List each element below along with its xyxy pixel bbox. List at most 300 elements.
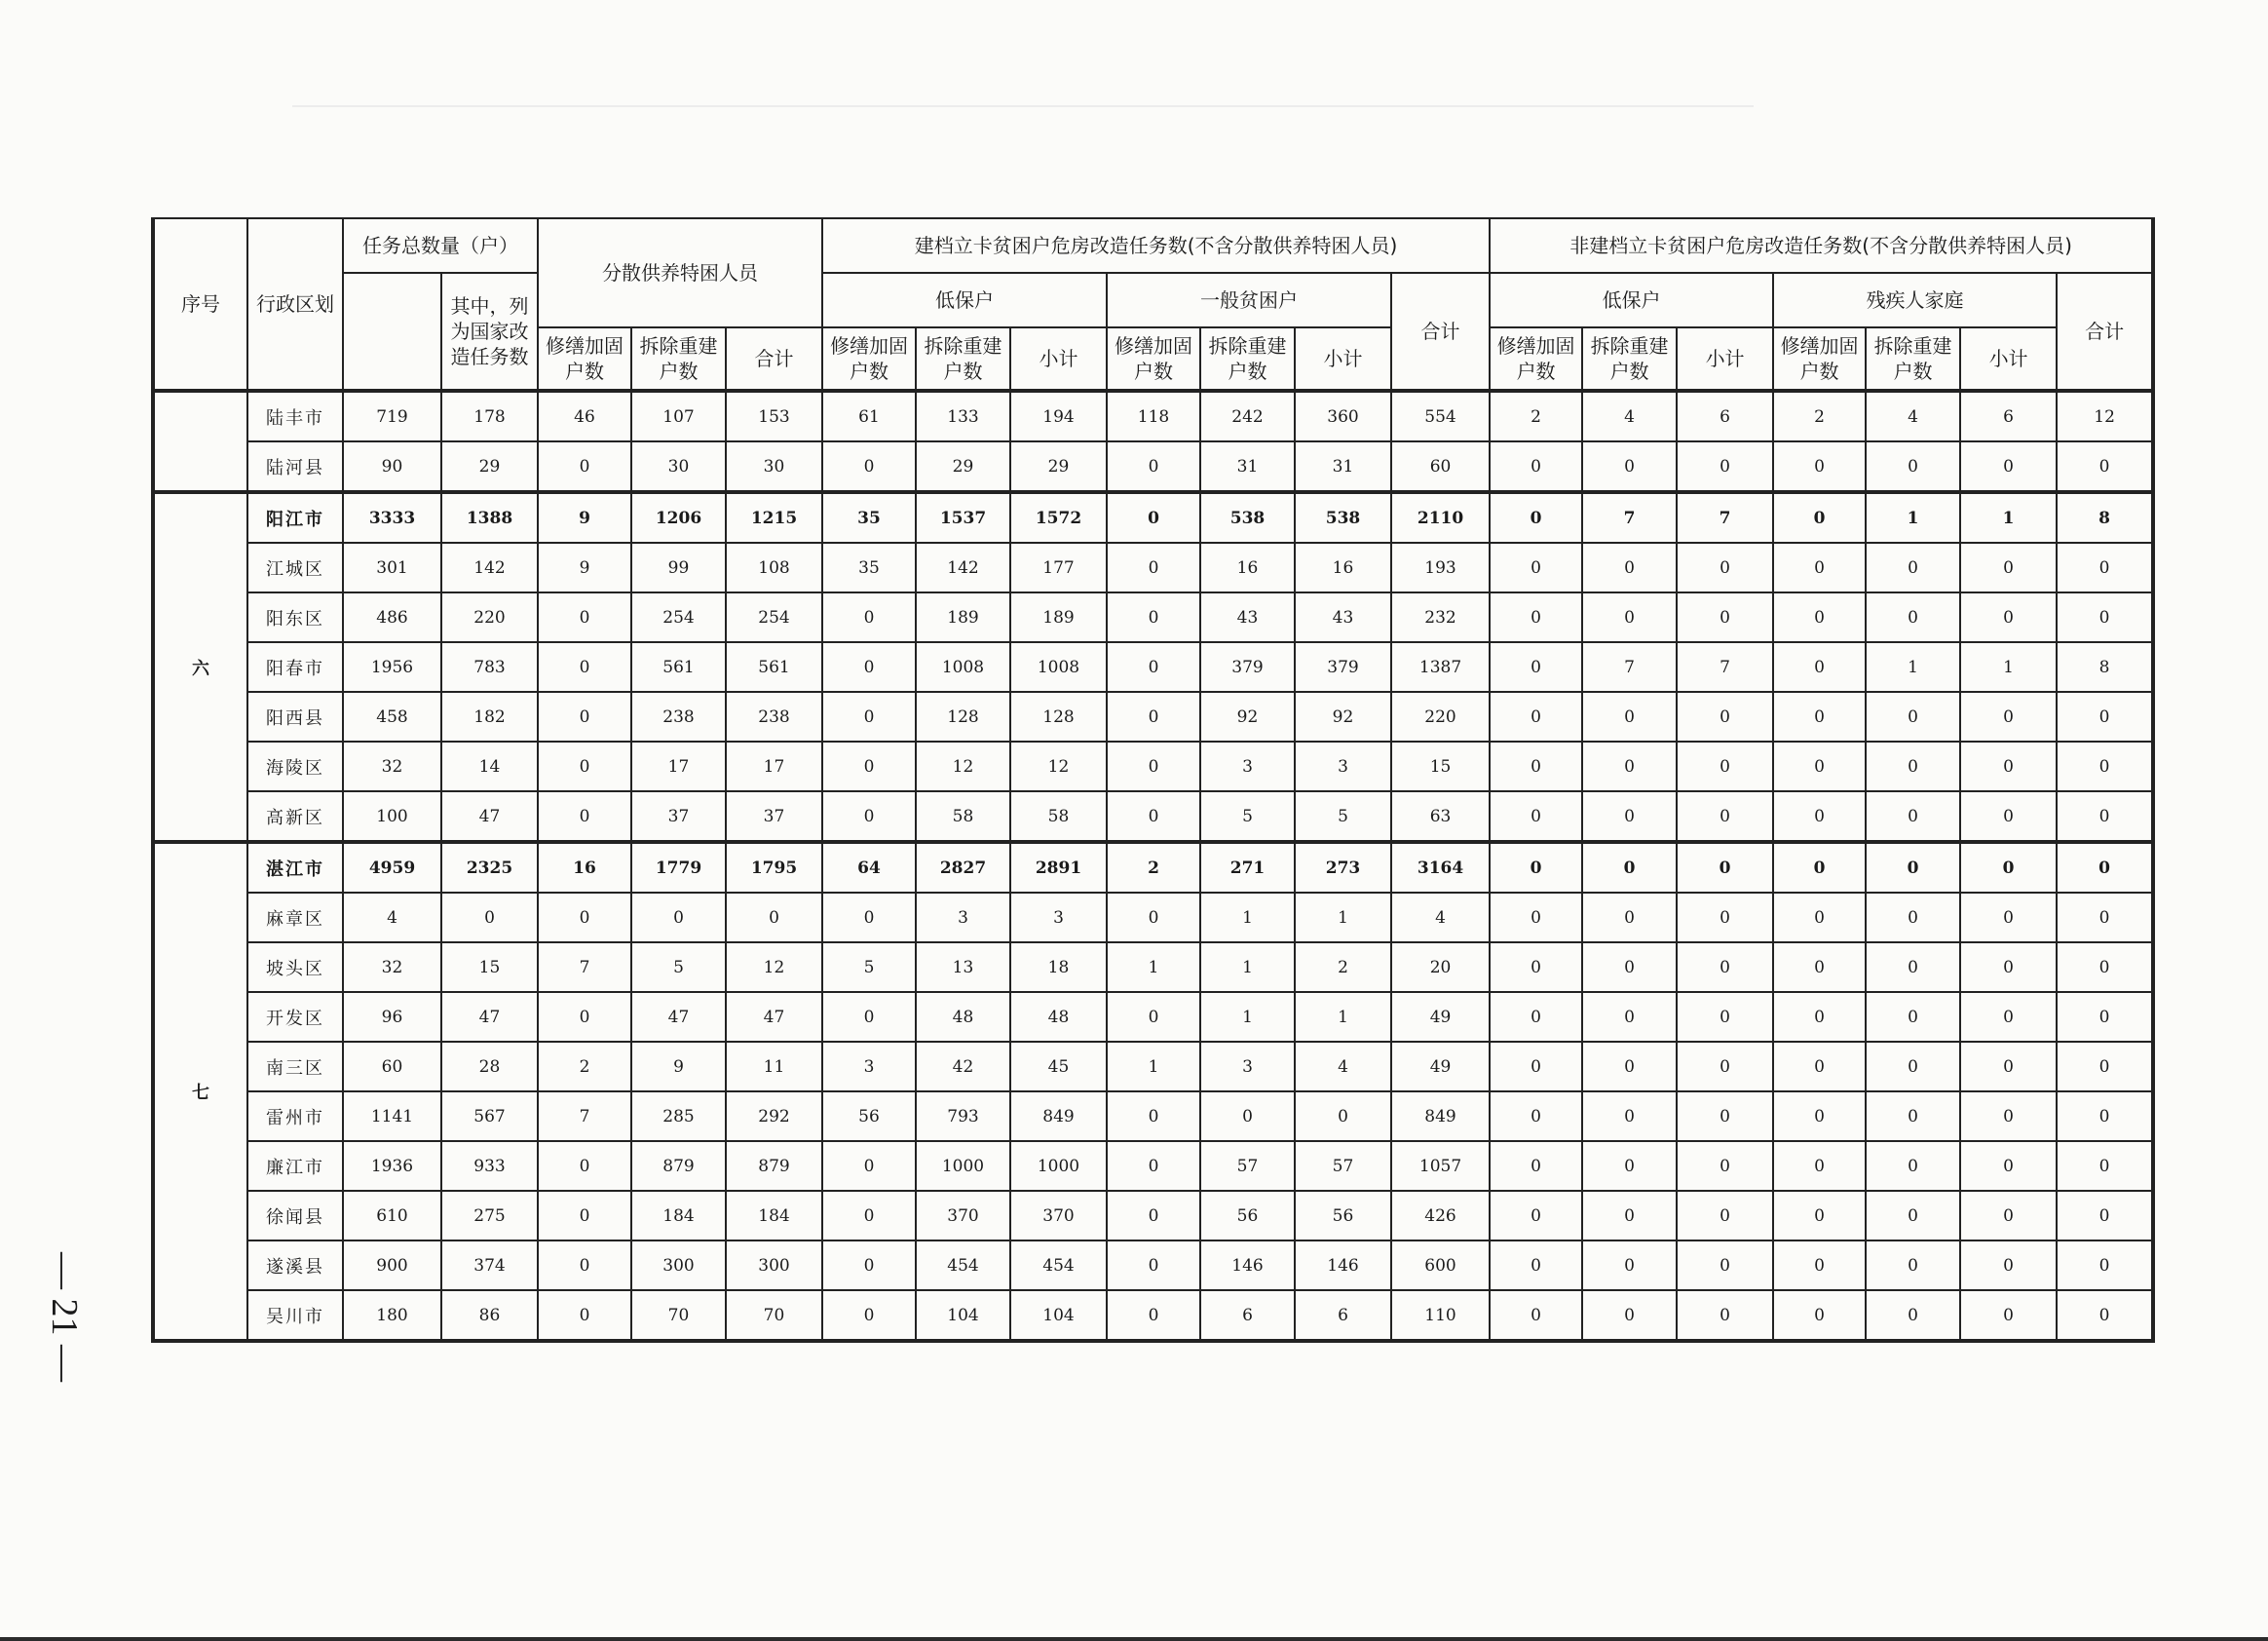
region-name-cell: 廉江市 (247, 1141, 343, 1191)
value-cell: 232 (1391, 592, 1490, 642)
value-cell: 0 (538, 642, 631, 692)
value-cell: 15 (1391, 742, 1490, 791)
region-name-cell: 开发区 (247, 992, 343, 1042)
seq-cell: 七 (153, 842, 247, 1341)
region-name-cell: 坡头区 (247, 942, 343, 992)
value-cell: 0 (1107, 441, 1200, 492)
value-cell: 0 (1773, 893, 1866, 942)
value-cell: 275 (441, 1191, 538, 1240)
value-cell: 301 (343, 543, 441, 592)
value-cell: 110 (1391, 1290, 1490, 1341)
value-cell: 0 (1960, 1091, 2057, 1141)
value-cell: 178 (441, 391, 538, 441)
value-cell: 4959 (343, 842, 441, 893)
value-cell: 0 (1490, 642, 1582, 692)
table-row (153, 942, 2153, 992)
table-row (153, 893, 2153, 942)
value-cell: 29 (1010, 441, 1107, 492)
value-cell: 1 (1866, 492, 1960, 543)
value-cell: 35 (822, 543, 916, 592)
value-cell: 37 (726, 791, 822, 842)
col-subtotal-header: 小计 (1960, 327, 2057, 391)
value-cell: 146 (1295, 1240, 1391, 1290)
value-cell: 0 (1866, 592, 1960, 642)
col-repair-header: 修缮加固户数 (1107, 327, 1200, 391)
seq-cell (153, 391, 247, 492)
region-name-cell: 陆河县 (247, 441, 343, 492)
col-scattered-header: 分散供养特困人员 (538, 218, 822, 327)
value-cell: 56 (1295, 1191, 1391, 1240)
value-cell: 28 (441, 1042, 538, 1091)
value-cell: 0 (1677, 1240, 1773, 1290)
table-row (153, 592, 2153, 642)
value-cell: 4 (1866, 391, 1960, 441)
value-cell: 900 (343, 1240, 441, 1290)
value-cell: 0 (1107, 1141, 1200, 1191)
value-cell: 5 (1200, 791, 1295, 842)
col-filed-header: 建档立卡贫困户危房改造任务数(不含分散供养特困人员) (822, 218, 1490, 273)
value-cell: 133 (916, 391, 1010, 441)
value-cell: 100 (343, 791, 441, 842)
value-cell: 0 (1866, 1042, 1960, 1091)
value-cell: 0 (1107, 492, 1200, 543)
value-cell: 0 (1960, 1191, 2057, 1240)
region-name-cell: 江城区 (247, 543, 343, 592)
value-cell: 220 (441, 592, 538, 642)
value-cell: 0 (2057, 992, 2153, 1042)
value-cell: 0 (1866, 441, 1960, 492)
value-cell: 20 (1391, 942, 1490, 992)
col-filed-total-header: 合计 (1391, 273, 1490, 391)
value-cell: 1008 (916, 642, 1010, 692)
value-cell: 271 (1200, 842, 1295, 893)
value-cell: 3 (1295, 742, 1391, 791)
value-cell: 2 (1107, 842, 1200, 893)
value-cell: 0 (1677, 1191, 1773, 1240)
value-cell: 7 (1582, 492, 1677, 543)
value-cell: 0 (1107, 1091, 1200, 1141)
value-cell: 0 (1490, 1191, 1582, 1240)
value-cell: 0 (1295, 1091, 1391, 1141)
value-cell: 0 (1107, 592, 1200, 642)
value-cell: 0 (1773, 942, 1866, 992)
value-cell: 3333 (343, 492, 441, 543)
value-cell: 63 (1391, 791, 1490, 842)
value-cell: 4 (343, 893, 441, 942)
value-cell: 600 (1391, 1240, 1490, 1290)
value-cell: 0 (1582, 1091, 1677, 1141)
value-cell: 60 (1391, 441, 1490, 492)
value-cell: 104 (916, 1290, 1010, 1341)
value-cell: 2325 (441, 842, 538, 893)
value-cell: 0 (1866, 543, 1960, 592)
value-cell: 0 (1960, 791, 2057, 842)
value-cell: 0 (1866, 842, 1960, 893)
value-cell: 0 (2057, 893, 2153, 942)
value-cell: 360 (1295, 391, 1391, 441)
value-cell: 1 (1200, 942, 1295, 992)
value-cell: 879 (631, 1141, 726, 1191)
value-cell: 42 (916, 1042, 1010, 1091)
value-cell: 6 (1677, 391, 1773, 441)
value-cell: 0 (1960, 992, 2057, 1042)
value-cell: 0 (2057, 942, 2153, 992)
value-cell: 43 (1200, 592, 1295, 642)
value-cell: 29 (441, 441, 538, 492)
value-cell: 61 (822, 391, 916, 441)
value-cell: 8 (2057, 492, 2153, 543)
page-number: — 21 — (44, 1252, 85, 1382)
value-cell: 2 (1295, 942, 1391, 992)
value-cell: 0 (2057, 441, 2153, 492)
value-cell: 6 (1200, 1290, 1295, 1341)
table-row (153, 1290, 2153, 1341)
value-cell: 182 (441, 692, 538, 742)
value-cell: 12 (1010, 742, 1107, 791)
col-subtotal-header: 小计 (1295, 327, 1391, 391)
value-cell: 0 (1582, 992, 1677, 1042)
value-cell: 0 (1677, 441, 1773, 492)
value-cell: 0 (1490, 1042, 1582, 1091)
value-cell: 9 (631, 1042, 726, 1091)
value-cell: 0 (1960, 1290, 2057, 1341)
value-cell: 96 (343, 992, 441, 1042)
value-cell: 285 (631, 1091, 726, 1141)
value-cell: 4 (1391, 893, 1490, 942)
value-cell: 4 (1582, 391, 1677, 441)
value-cell: 0 (1960, 1042, 2057, 1091)
value-cell: 783 (441, 642, 538, 692)
value-cell: 486 (343, 592, 441, 642)
value-cell: 6 (1295, 1290, 1391, 1341)
value-cell: 58 (1010, 791, 1107, 842)
value-cell: 57 (1295, 1141, 1391, 1191)
value-cell: 0 (1582, 791, 1677, 842)
value-cell: 0 (538, 1290, 631, 1341)
value-cell: 2 (1490, 391, 1582, 441)
value-cell: 0 (822, 692, 916, 742)
value-cell: 184 (726, 1191, 822, 1240)
value-cell: 16 (1295, 543, 1391, 592)
value-cell: 242 (1200, 391, 1295, 441)
value-cell: 0 (2057, 842, 2153, 893)
value-cell: 0 (1582, 842, 1677, 893)
value-cell: 0 (822, 893, 916, 942)
value-cell: 90 (343, 441, 441, 492)
value-cell: 32 (343, 742, 441, 791)
value-cell: 0 (822, 1240, 916, 1290)
value-cell: 0 (538, 1141, 631, 1191)
value-cell: 2110 (1391, 492, 1490, 543)
region-name-cell: 吴川市 (247, 1290, 343, 1341)
value-cell: 0 (1866, 742, 1960, 791)
value-cell: 0 (2057, 692, 2153, 742)
value-cell: 0 (1773, 592, 1866, 642)
value-cell: 0 (2057, 1240, 2153, 1290)
value-cell: 0 (1490, 492, 1582, 543)
value-cell: 0 (1107, 1191, 1200, 1240)
table-row (153, 842, 2153, 893)
col-nonfiled-total-header: 合计 (2057, 273, 2153, 391)
value-cell: 3 (1010, 893, 1107, 942)
value-cell: 92 (1295, 692, 1391, 742)
value-cell: 0 (2057, 592, 2153, 642)
value-cell: 879 (726, 1141, 822, 1191)
table-row (153, 492, 2153, 543)
value-cell: 0 (538, 692, 631, 742)
value-cell: 238 (631, 692, 726, 742)
table-row (153, 543, 2153, 592)
value-cell: 0 (2057, 742, 2153, 791)
value-cell: 37 (631, 791, 726, 842)
value-cell: 0 (1677, 942, 1773, 992)
value-cell: 146 (1200, 1240, 1295, 1290)
value-cell: 1956 (343, 642, 441, 692)
housing-renovation-table (151, 217, 2155, 1343)
value-cell: 18 (1010, 942, 1107, 992)
value-cell: 0 (822, 1290, 916, 1341)
region-name-cell: 陆丰市 (247, 391, 343, 441)
value-cell: 554 (1391, 391, 1490, 441)
value-cell: 1795 (726, 842, 822, 893)
col-subtotal-header: 小计 (1010, 327, 1107, 391)
scan-artifact-line (292, 105, 1754, 107)
col-subtotal-header: 小计 (1677, 327, 1773, 391)
value-cell: 0 (538, 1191, 631, 1240)
table-row (153, 1240, 2153, 1290)
col-repair-header: 修缮加固户数 (822, 327, 916, 391)
value-cell: 933 (441, 1141, 538, 1191)
value-cell: 0 (1490, 893, 1582, 942)
value-cell: 4 (1295, 1042, 1391, 1091)
value-cell: 0 (1107, 893, 1200, 942)
value-cell: 47 (441, 791, 538, 842)
value-cell: 0 (1490, 441, 1582, 492)
value-cell: 1 (1200, 893, 1295, 942)
seq-cell: 六 (153, 492, 247, 842)
value-cell: 0 (1960, 893, 2057, 942)
value-cell: 0 (538, 992, 631, 1042)
value-cell: 9 (538, 492, 631, 543)
value-cell: 379 (1200, 642, 1295, 692)
value-cell: 12 (726, 942, 822, 992)
region-name-cell: 阳江市 (247, 492, 343, 543)
value-cell: 0 (1677, 1141, 1773, 1191)
value-cell: 14 (441, 742, 538, 791)
value-cell: 0 (538, 592, 631, 642)
value-cell: 1537 (916, 492, 1010, 543)
value-cell: 0 (1773, 492, 1866, 543)
value-cell: 0 (2057, 1091, 2153, 1141)
value-cell: 0 (1107, 992, 1200, 1042)
col-nonfiled-disabled-header: 残疾人家庭 (1773, 273, 2057, 327)
value-cell: 0 (1866, 992, 1960, 1042)
value-cell: 0 (1866, 942, 1960, 992)
table-row (153, 692, 2153, 742)
value-cell: 0 (822, 592, 916, 642)
value-cell: 1 (1295, 992, 1391, 1042)
value-cell: 0 (1960, 692, 2057, 742)
value-cell: 70 (631, 1290, 726, 1341)
value-cell: 15 (441, 942, 538, 992)
col-repair-header: 修缮加固户数 (1773, 327, 1866, 391)
value-cell: 538 (1295, 492, 1391, 543)
value-cell: 128 (1010, 692, 1107, 742)
value-cell: 0 (1490, 1141, 1582, 1191)
value-cell: 0 (1490, 543, 1582, 592)
value-cell: 0 (1490, 791, 1582, 842)
col-nonfiled-header: 非建档立卡贫困户危房改造任务数(不含分散供养特困人员) (1490, 218, 2153, 273)
value-cell: 1215 (726, 492, 822, 543)
value-cell: 193 (1391, 543, 1490, 592)
value-cell: 153 (726, 391, 822, 441)
value-cell: 16 (1200, 543, 1295, 592)
value-cell: 0 (1773, 1240, 1866, 1290)
value-cell: 5 (822, 942, 916, 992)
value-cell: 0 (1773, 791, 1866, 842)
col-rebuild-header: 拆除重建户数 (631, 327, 726, 391)
value-cell: 0 (1960, 543, 2057, 592)
value-cell: 142 (441, 543, 538, 592)
value-cell: 17 (631, 742, 726, 791)
value-cell: 0 (1773, 1191, 1866, 1240)
value-cell: 0 (1773, 1290, 1866, 1341)
value-cell: 0 (1677, 842, 1773, 893)
value-cell: 29 (916, 441, 1010, 492)
value-cell: 300 (631, 1240, 726, 1290)
value-cell: 1 (1107, 942, 1200, 992)
value-cell: 1 (1200, 992, 1295, 1042)
value-cell: 31 (1295, 441, 1391, 492)
value-cell: 194 (1010, 391, 1107, 441)
region-name-cell: 徐闻县 (247, 1191, 343, 1240)
value-cell: 1206 (631, 492, 726, 543)
value-cell: 0 (1582, 1240, 1677, 1290)
value-cell: 0 (631, 893, 726, 942)
value-cell: 1 (1960, 492, 2057, 543)
value-cell: 300 (726, 1240, 822, 1290)
value-cell: 0 (1773, 1042, 1866, 1091)
value-cell: 0 (1490, 742, 1582, 791)
table-row (153, 992, 2153, 1042)
value-cell: 849 (1010, 1091, 1107, 1141)
value-cell: 0 (1773, 692, 1866, 742)
value-cell: 3 (1200, 1042, 1295, 1091)
value-cell: 107 (631, 391, 726, 441)
value-cell: 0 (822, 1191, 916, 1240)
value-cell: 1388 (441, 492, 538, 543)
value-cell: 0 (1582, 441, 1677, 492)
value-cell: 0 (822, 441, 916, 492)
value-cell: 16 (538, 842, 631, 893)
value-cell: 561 (726, 642, 822, 692)
value-cell: 0 (538, 742, 631, 791)
value-cell: 0 (822, 742, 916, 791)
value-cell: 719 (343, 391, 441, 441)
value-cell: 254 (631, 592, 726, 642)
value-cell: 567 (441, 1091, 538, 1141)
value-cell: 47 (631, 992, 726, 1042)
value-cell: 58 (916, 791, 1010, 842)
value-cell: 184 (631, 1191, 726, 1240)
value-cell: 57 (1200, 1141, 1295, 1191)
value-cell: 1000 (1010, 1141, 1107, 1191)
value-cell: 49 (1391, 1042, 1490, 1091)
value-cell: 7 (538, 942, 631, 992)
region-name-cell: 雷州市 (247, 1091, 343, 1141)
value-cell: 0 (1490, 692, 1582, 742)
value-cell: 0 (1490, 942, 1582, 992)
value-cell: 92 (1200, 692, 1295, 742)
value-cell: 0 (1677, 543, 1773, 592)
value-cell: 47 (726, 992, 822, 1042)
value-cell: 0 (1866, 1091, 1960, 1141)
value-cell: 7 (538, 1091, 631, 1141)
value-cell: 0 (1582, 1191, 1677, 1240)
table-row (153, 1141, 2153, 1191)
value-cell: 45 (1010, 1042, 1107, 1091)
value-cell: 561 (631, 642, 726, 692)
value-cell: 0 (1677, 742, 1773, 791)
value-cell: 0 (1960, 441, 2057, 492)
value-cell: 0 (1200, 1091, 1295, 1141)
value-cell: 1057 (1391, 1141, 1490, 1191)
value-cell: 426 (1391, 1191, 1490, 1240)
value-cell: 0 (1960, 842, 2057, 893)
value-cell: 30 (631, 441, 726, 492)
value-cell: 0 (1107, 543, 1200, 592)
value-cell: 12 (2057, 391, 2153, 441)
value-cell: 254 (726, 592, 822, 642)
value-cell: 108 (726, 543, 822, 592)
value-cell: 56 (1200, 1191, 1295, 1240)
value-cell: 8 (2057, 642, 2153, 692)
value-cell: 2 (1773, 391, 1866, 441)
region-name-cell: 麻章区 (247, 893, 343, 942)
value-cell: 0 (1866, 791, 1960, 842)
value-cell: 0 (1490, 842, 1582, 893)
value-cell: 0 (1582, 742, 1677, 791)
col-task-total-value-header (343, 273, 441, 391)
value-cell: 1779 (631, 842, 726, 893)
value-cell: 1141 (343, 1091, 441, 1141)
region-name-cell: 海陵区 (247, 742, 343, 791)
value-cell: 0 (1677, 1290, 1773, 1341)
value-cell: 7 (1677, 492, 1773, 543)
value-cell: 0 (2057, 1191, 2153, 1240)
value-cell: 0 (1107, 1290, 1200, 1341)
value-cell: 273 (1295, 842, 1391, 893)
value-cell: 104 (1010, 1290, 1107, 1341)
value-cell: 3 (916, 893, 1010, 942)
col-repair-header: 修缮加固户数 (538, 327, 631, 391)
region-name-cell: 阳春市 (247, 642, 343, 692)
value-cell: 0 (1773, 742, 1866, 791)
value-cell: 0 (1773, 992, 1866, 1042)
table-row (153, 1191, 2153, 1240)
value-cell: 0 (1107, 642, 1200, 692)
value-cell: 0 (2057, 1042, 2153, 1091)
value-cell: 43 (1295, 592, 1391, 642)
value-cell: 35 (822, 492, 916, 543)
value-cell: 1 (1107, 1042, 1200, 1091)
value-cell: 13 (916, 942, 1010, 992)
table-body (153, 391, 2153, 1341)
table-row (153, 1091, 2153, 1141)
region-name-cell: 湛江市 (247, 842, 343, 893)
col-total-header: 合计 (726, 327, 822, 391)
value-cell: 177 (1010, 543, 1107, 592)
